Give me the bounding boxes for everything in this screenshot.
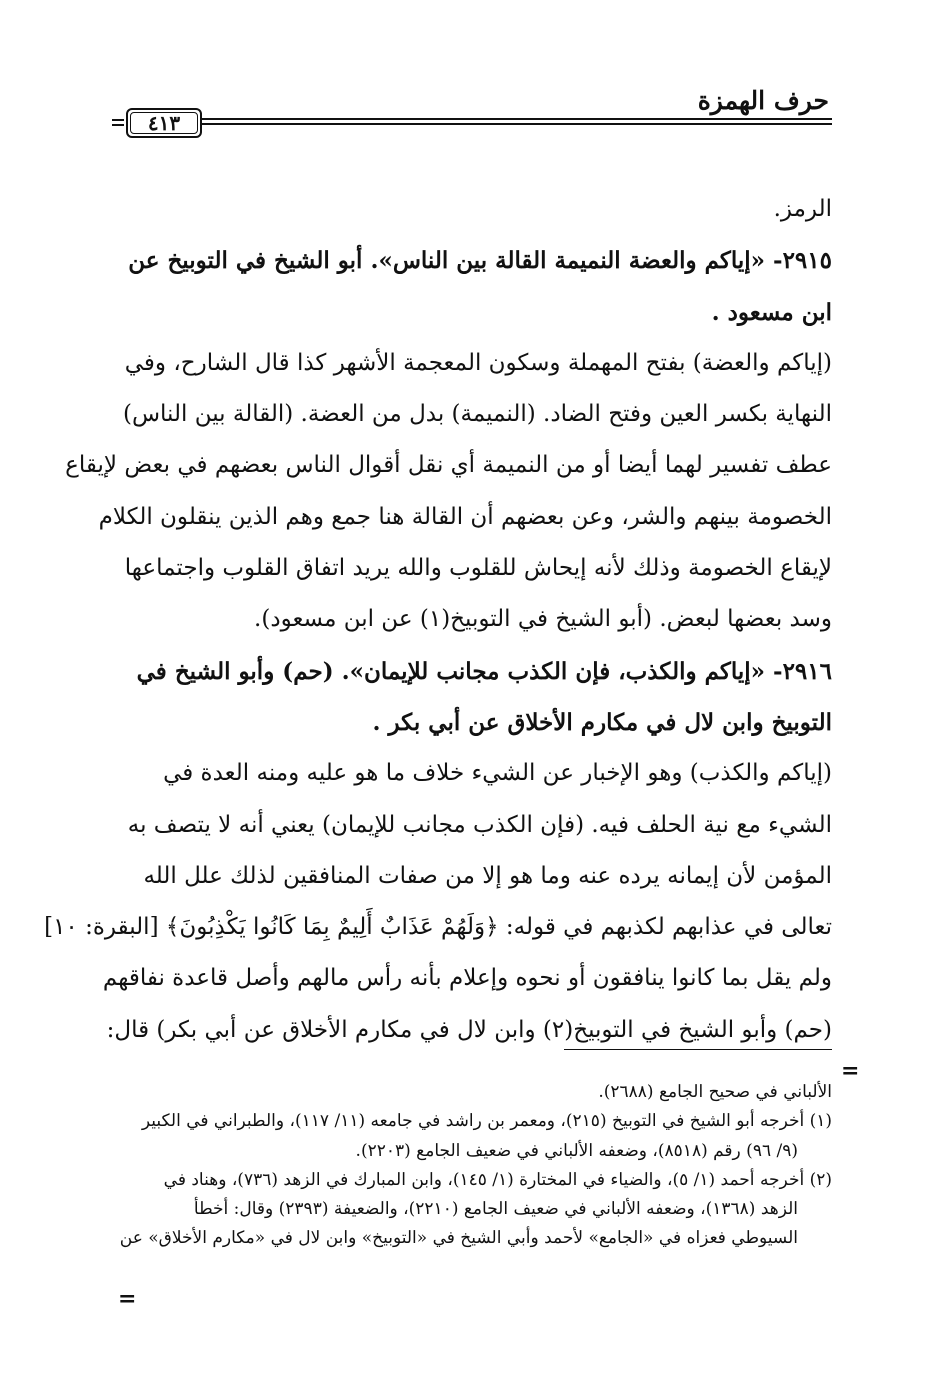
text-line: الشيء مع نية الحلف فيه. (فإن الكذب مجانب للإيمان) يعني أنه لا يتصف به — [127, 811, 832, 838]
footnote-line: الزهد (١٣٦٨)، وضعفه الألباني في ضعيف الجامع (٢٢١٠)، والضعيفة (٢٣٩٣) وقال: أخطأ — [193, 1199, 798, 1220]
text-line: عطف تفسير لهما أيضا أو من النميمة أي نقل أقوال الناس بعضهم في بعض لإيقاع — [65, 452, 832, 479]
main-text — [44, 184, 832, 1056]
text-line: النهاية بكسر العين وفتح الضاد. (النميمة) بدل من العضة. (القالة بين الناس) — [123, 401, 832, 428]
footnote-line: (١) أخرجه أبو الشيخ في التوبيخ (٢١٥)، ومعمر بن راشد في جامعه (١١/ ١١٧)، والطبراني في الكبير — [141, 1111, 832, 1132]
chapter-title: حرف الهمزة — [697, 86, 829, 115]
text-line: (إياكم والعضة) بفتح المهملة وسكون المعجمة الأشهر كذا قال الشارح، وفي — [124, 349, 832, 376]
footnote-line: الألباني في صحيح الجامع (٢٦٨٨). — [598, 1082, 832, 1102]
text-line: ابن مسعود . — [711, 298, 832, 326]
text-line: المؤمن لأن إيمانه يرده عنه وما هو إلا من صفات المنافقين لذلك علل الله — [143, 862, 832, 889]
footnotes — [110, 1078, 832, 1254]
text-line: الرمز. — [773, 196, 832, 222]
text-line: لإيقاع الخصومة وذلك لأنه إيحاش للقلوب والله يريد اتفاق القلوب واجتماعها — [124, 555, 832, 582]
continuation-mark-bottom: = — [118, 1286, 137, 1312]
continuation-mark-top: = — [841, 1058, 860, 1084]
footnote-line: (٢) أخرجه أحمد (١/ ٥)، والضياء في المختارة (١/ ١٤٥)، وابن المبارك في الزهد (٧٣٦)، وهناد في — [163, 1169, 832, 1190]
footnote-line: (٩/ ٩٦) رقم (٨٥١٨)، وضعفه الألباني في ضعيف الجامع (٢٢٠٣). — [355, 1140, 798, 1161]
page-number-frame — [126, 108, 202, 138]
text-line: تعالى في عذابهم لكذبهم في قوله: ﴿وَلَهُمْ عَذَابٌ أَلِيمٌ بِمَا كَانُوا يَكْذِبُونَ﴾ [البقرة: ١٠] — [44, 914, 832, 941]
page-number: ٤١٣ — [147, 111, 181, 135]
footnote-line: السيوطي فعزاه في «الجامع» لأحمد وأبي الشيخ في «التوبيخ» وابن لال في «مكارم الأخلاق» عن — [119, 1228, 798, 1249]
text-line: (إياكم والكذب) وهو الإخبار عن الشيء خلاف ما هو عليه ومنه العدة في — [163, 760, 832, 787]
footnote-divider — [564, 1049, 832, 1050]
header-rule-end — [112, 119, 124, 126]
text-line: الخصومة بينهم والشر، وعن بعضهم أن القالة هنا جمع وهم الذين ينقلون الكلام — [98, 503, 832, 530]
text-line: ولم يقل بما كانوا ينافقون أو نحوه وإعلام بأنه رأس مالهم وأصل قاعدة نفاقهم — [102, 965, 832, 992]
text-line: (حم) وأبو الشيخ في التوبيخ(٢) وابن لال في مكارم الأخلاق عن أبي بكر) قال: — [106, 1016, 832, 1043]
text-line: ٢٩١٥- «إياكم والعضة النميمة القالة بين الناس». أبو الشيخ في التوبيخ عن — [128, 247, 832, 275]
text-line: ٢٩١٦- «إياكم والكذب، فإن الكذب مجانب للإيمان». (حم) وأبو الشيخ في — [136, 657, 832, 685]
text-line: التوبيخ وابن لال في مكارم الأخلاق عن أبي بكر . — [372, 708, 832, 736]
text-line: وسد بعضها لبعض. (أبو الشيخ في التوبيخ(١) عن ابن مسعود). — [254, 606, 832, 633]
header-rule — [200, 118, 832, 125]
